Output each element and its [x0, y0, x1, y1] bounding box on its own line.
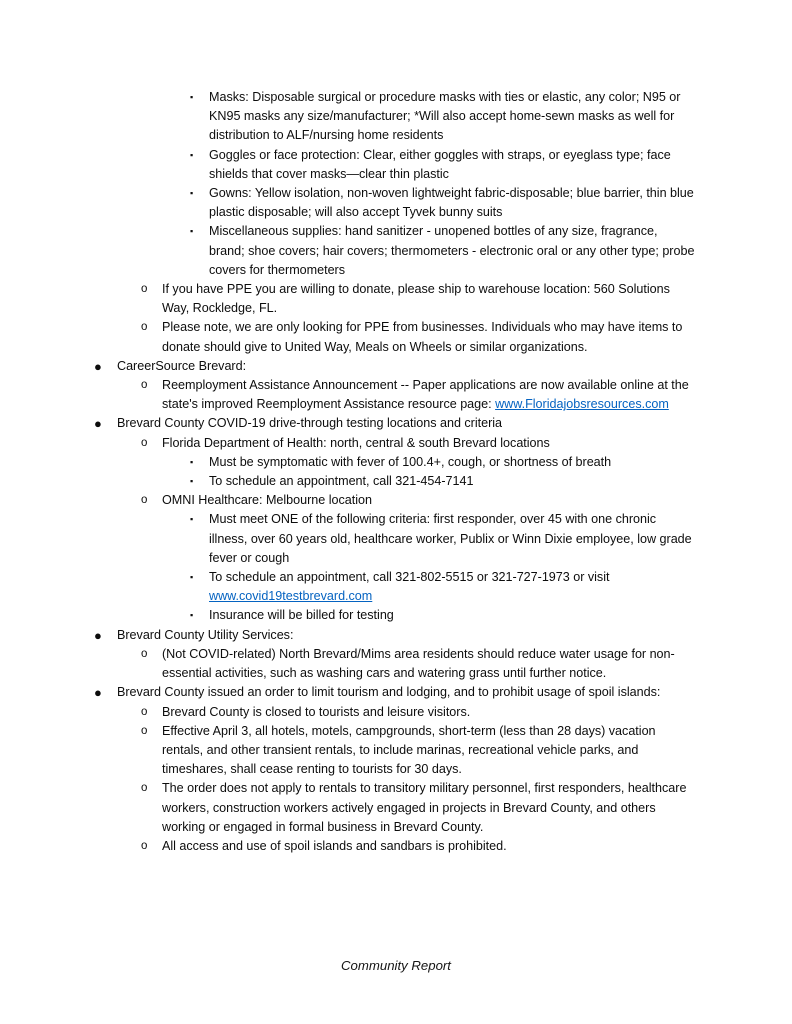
list-item [0, 88, 792, 146]
list-bullet-icon: ▪ [190, 476, 194, 487]
list-bullet-icon: ● [94, 358, 102, 374]
list-item [0, 779, 792, 837]
list-item-text: Miscellaneous supplies: hand sanitizer - unopened bottles of any size, fragrance, brand; shoe covers; hair covers; thermometers - electronic oral or any other type; probe covers for thermometers [209, 224, 695, 277]
list-bullet-icon: o [141, 379, 148, 392]
list-bullet-icon: o [141, 647, 148, 660]
list-item [0, 472, 792, 491]
list-bullet-icon: ▪ [190, 226, 194, 237]
list-item-text: The order does not apply to rentals to transitory military personnel, first responders, healthcare workers, construction workers actively engaged in projects in Brevard County, and others working or engaged in formal business in Brevard County. [162, 781, 687, 834]
list-item-text: Brevard County is closed to tourists and leisure visitors. [162, 704, 471, 719]
list-item [0, 491, 792, 510]
list-item-text: Please note, we are only looking for PPE from businesses. Individuals who may have items to donate should give to United Way, Meals on Wheels or similar organizations. [162, 320, 683, 354]
list-item [0, 146, 792, 184]
list-item-text: Reemployment Assistance Announcement -- Paper applications are now available online at the state's improved Reemployment Assistance resource page: www.Floridajobsresources.com [162, 378, 689, 412]
list-item-text: Must be symptomatic with fever of 100.4+, cough, or shortness of breath [209, 454, 612, 469]
list-bullet-icon: o [141, 839, 148, 852]
list-item [0, 453, 792, 472]
list-item [0, 510, 792, 568]
list-item [0, 434, 792, 453]
list-bullet-icon: o [141, 724, 148, 737]
list-bullet-icon: o [141, 782, 148, 795]
list-item [0, 722, 792, 780]
list-item [0, 222, 792, 280]
list-item-text: (Not COVID-related) North Brevard/Mims area residents should reduce water usage for non-essential activities, such as washing cars and watering grass until further notice. [162, 646, 675, 681]
hyperlink[interactable]: www.Floridajobsresources.com [495, 397, 669, 412]
list-bullet-icon: ● [94, 627, 102, 643]
list-bullet-icon: ● [94, 416, 102, 432]
list-item-text: To schedule an appointment, call 321-454-7141 [209, 474, 474, 489]
list-item [0, 683, 792, 702]
list-bullet-icon: o [141, 705, 148, 718]
list-item [0, 837, 792, 856]
list-bullet-icon: o [141, 436, 148, 449]
list-item [0, 645, 792, 683]
list-bullet-icon: o [141, 494, 148, 507]
list-item-text: Goggles or face protection: Clear, either goggles with straps, or eyeglass type; face shields that cover masks—clear thin plastic [209, 147, 671, 181]
list-item [0, 376, 792, 414]
list-item-text: Insurance will be billed for testing [209, 608, 394, 623]
page-footer: Community Report [341, 958, 451, 973]
list-item [0, 318, 792, 356]
list-bullet-icon: ▪ [190, 572, 194, 583]
list-bullet-icon: ▪ [190, 149, 194, 160]
list-item-text: Must meet ONE of the following criteria: first responder, over 45 with one chronic illness, over 60 years old, healthcare worker, Publix or Winn Dixie employee, low grade fever or cough [209, 512, 692, 565]
list-bullet-icon: ▪ [190, 188, 194, 199]
list-bullet-icon: ● [94, 685, 102, 701]
hyperlink[interactable]: www.covid19testbrevard.com [209, 589, 373, 604]
list-item [0, 414, 792, 433]
list-item [0, 184, 792, 222]
list-item [0, 280, 792, 318]
list-item-text: All access and use of spoil islands and sandbars is prohibited. [162, 838, 507, 853]
list-item-text: Effective April 3, all hotels, motels, campgrounds, short-term (less than 28 days) vacation rentals, and other transient rentals, to include marinas, recreational vehicle parks, and timeshares, shall cease renting to tourists for 30 days. [162, 723, 656, 777]
list-bullet-icon: o [141, 283, 148, 296]
list-item-text: Masks: Disposable surgical or procedure masks with ties or elastic, any color; N95 or KN95 masks any size/manufacturer; *Will also accept home-sewn masks as well for distribution to ALF/nursing home residents [209, 90, 681, 143]
list-item-text: CareerSource Brevard: [117, 358, 247, 373]
list-item-text: OMNI Healthcare: Melbourne location [162, 493, 372, 508]
list-item-text: To schedule an appointment, call 321-802-5515 or 321-727-1973 or visit www.covid19testbrevard.com [209, 570, 610, 604]
list-item-text: Brevard County issued an order to limit tourism and lodging, and to prohibit usage of spoil islands: [117, 685, 661, 700]
list-bullet-icon: ▪ [190, 456, 194, 467]
list-bullet-icon: ▪ [190, 610, 194, 621]
list-item [0, 703, 792, 722]
document-body [0, 88, 792, 856]
list-item-text: Gowns: Yellow isolation, non-woven lightweight fabric-disposable; blue barrier, thin blue plastic disposable; will also accept Tyvek bunny suits [209, 186, 694, 220]
list-item-text: If you have PPE you are willing to donate, please ship to warehouse location: 560 Solutions Way, Rockledge, FL. [162, 282, 670, 316]
list-bullet-icon: o [141, 321, 148, 334]
list-item [0, 626, 792, 645]
list-item [0, 568, 792, 606]
list-item-text: Florida Department of Health: north, central & south Brevard locations [162, 435, 550, 450]
list-bullet-icon: ▪ [190, 92, 194, 102]
list-item-text: Brevard County COVID-19 drive-through testing locations and criteria [117, 416, 503, 431]
list-item [0, 606, 792, 625]
list-bullet-icon: ▪ [190, 514, 194, 525]
list-item [0, 357, 792, 376]
list-item-text: Brevard County Utility Services: [117, 627, 294, 642]
